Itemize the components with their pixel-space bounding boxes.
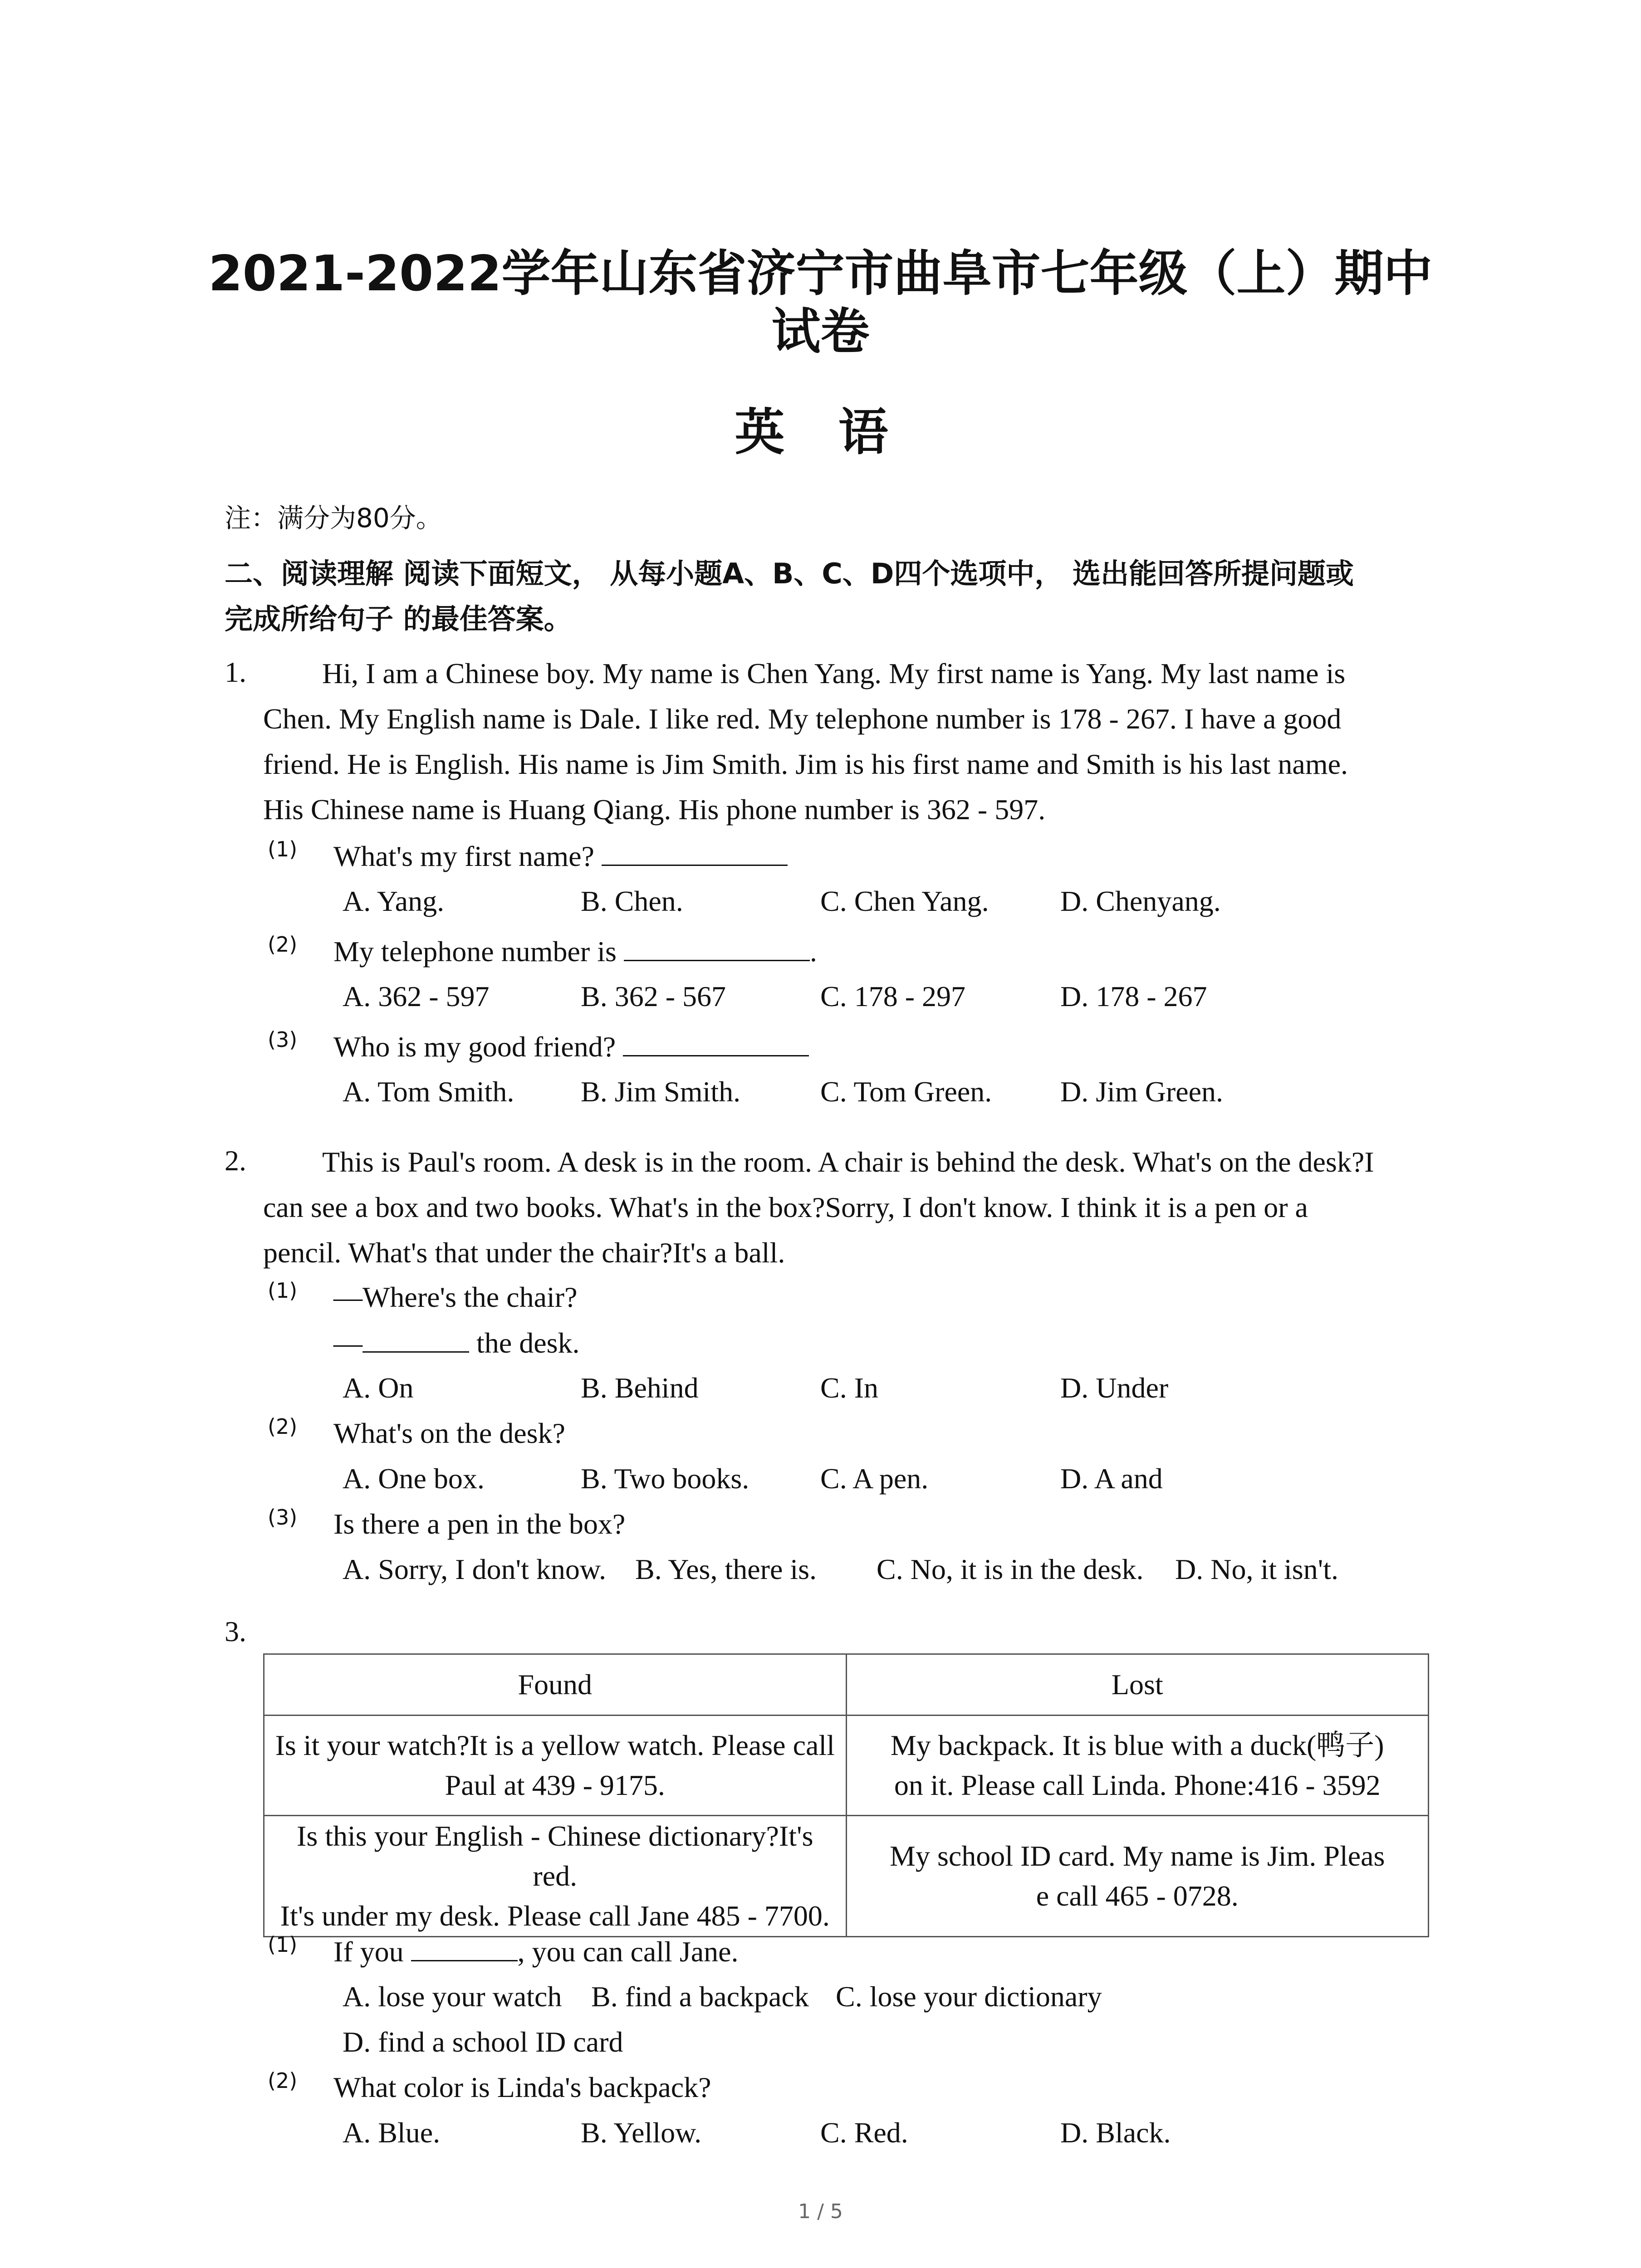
option-c[interactable]: C. A pen. — [820, 1462, 929, 1495]
page-number: 1 / 5 — [798, 2200, 843, 2223]
option-b[interactable]: B. Chen. — [581, 885, 683, 917]
passage-line: This is Paul's room. A desk is in the room. A chair is behind the desk. What's on the desk?I — [322, 1146, 1374, 1178]
sub-question-label: (3) — [268, 1027, 298, 1052]
option-b[interactable]: B. Jim Smith. — [581, 1075, 741, 1108]
question-stem: Is there a pen in the box? — [333, 1508, 626, 1540]
answer-blank[interactable] — [602, 839, 788, 866]
section-heading — [225, 551, 1440, 642]
exam-title — [136, 245, 1505, 361]
option-b[interactable]: B. Behind — [581, 1372, 699, 1404]
table-cell: My school ID card. My name is Jim. Pleas e call 465 - 0728. — [846, 1816, 1429, 1937]
option-c[interactable]: C. lose your dictionary — [836, 1980, 1102, 2013]
option-c[interactable]: C. Chen Yang. — [820, 885, 989, 917]
question-stem: What's on the desk? — [333, 1417, 565, 1449]
option-a[interactable]: A. On — [343, 1372, 414, 1404]
option-d[interactable]: D. No, it isn't. — [1175, 1553, 1338, 1585]
table-cell: Is it your watch?It is a yellow watch. Please call Paul at 439 - 9175. — [264, 1716, 847, 1816]
answer-blank[interactable] — [362, 1326, 469, 1353]
passage-line: Chen. My English name is Dale. I like red. My telephone number is 178 - 267. I have a good — [263, 703, 1342, 735]
option-c[interactable]: C. In — [820, 1372, 878, 1404]
option-d[interactable]: D. A and — [1060, 1462, 1163, 1495]
question-number: 1. — [225, 656, 246, 688]
option-b[interactable]: B. 362 - 567 — [581, 980, 726, 1012]
question-stem-line-2: — the desk. — [333, 1327, 580, 1359]
passage-line: friend. He is English. His name is Jim Smith. Jim is his first name and Smith is his last name. — [263, 748, 1348, 780]
option-b[interactable]: B. Yes, there is. — [635, 1553, 817, 1585]
option-c[interactable]: C. Tom Green. — [820, 1075, 992, 1108]
passage-line: His Chinese name is Huang Qiang. His phone number is 362 - 597. — [263, 793, 1046, 826]
passage-line: can see a box and two books. What's in the box?Sorry, I don't know. I think it is a pen or a — [263, 1191, 1308, 1223]
option-a[interactable]: A. Blue. — [343, 2116, 441, 2149]
reading-passage — [263, 1139, 1434, 1276]
section-line-1: 二、阅读理解 阅读下面短文， 从每小题A、B、C、D四个选项中， 选出能回答所提问题或 — [225, 557, 1354, 590]
option-b[interactable]: B. find a backpack — [591, 1980, 809, 2013]
question-stem: —Where's the chair? — [333, 1281, 578, 1313]
option-d[interactable]: D. Chenyang. — [1060, 885, 1221, 917]
question-stem: If you , you can call Jane. — [333, 1936, 739, 1968]
option-a[interactable]: A. One box. — [343, 1462, 485, 1495]
table-header-lost: Lost — [846, 1654, 1429, 1716]
answer-blank[interactable] — [411, 1935, 518, 1961]
section-line-2: 完成所给句子 的最佳答案。 — [225, 602, 572, 635]
table-row — [264, 1716, 1429, 1816]
answer-blank[interactable] — [624, 934, 810, 961]
option-d[interactable]: D. 178 - 267 — [1060, 980, 1207, 1012]
option-d[interactable]: D. Under — [1060, 1372, 1169, 1404]
sub-question-label: (3) — [268, 1505, 298, 1530]
passage-line: Hi, I am a Chinese boy. My name is Chen Yang. My first name is Yang. My last name is — [322, 657, 1346, 689]
score-note: 注：满分为80分。 — [225, 503, 442, 533]
table-cell: My backpack. It is blue with a duck(鸭子) on it. Please call Linda. Phone:416 - 3592 — [846, 1716, 1429, 1816]
option-c[interactable]: C. 178 - 297 — [820, 980, 965, 1012]
question-stem: My telephone number is . — [333, 935, 817, 968]
sub-question-label: (1) — [268, 1932, 298, 1957]
sub-question-label: (2) — [268, 2068, 298, 2093]
option-c[interactable]: C. Red. — [820, 2116, 908, 2149]
question-stem: What color is Linda's backpack? — [333, 2071, 711, 2103]
question-number: 2. — [225, 1144, 246, 1177]
option-c[interactable]: C. No, it is in the desk. — [877, 1553, 1144, 1585]
title-line-2: 试卷 — [771, 303, 870, 360]
question-number: 3. — [225, 1615, 246, 1647]
option-d[interactable]: D. Black. — [1060, 2116, 1171, 2149]
table-row — [264, 1816, 1429, 1937]
table-header-found: Found — [264, 1654, 847, 1716]
sub-question-label: (1) — [268, 837, 298, 861]
question-stem: What's my first name? — [333, 839, 788, 873]
option-b[interactable]: B. Two books. — [581, 1462, 749, 1495]
option-a[interactable]: A. lose your watch — [343, 1980, 562, 2013]
subject-heading: 英 语 — [735, 403, 906, 461]
passage-line: pencil. What's that under the chair?It's a ball. — [263, 1237, 785, 1269]
answer-blank[interactable] — [623, 1030, 809, 1056]
lost-and-found-table — [263, 1653, 1429, 1937]
option-a[interactable]: A. Tom Smith. — [343, 1075, 514, 1108]
sub-question-label: (2) — [268, 932, 298, 957]
table-cell: Is this your English - Chinese dictionary?It's red. It's under my desk. Please call Jane 485 - 7700. — [264, 1816, 847, 1937]
sub-question-label: (2) — [268, 1414, 298, 1439]
title-line-1: 2021-2022学年山东省济宁市曲阜市七年级（上）期中 — [208, 245, 1433, 302]
option-a[interactable]: A. Yang. — [343, 885, 445, 917]
option-a[interactable]: A. 362 - 597 — [343, 980, 490, 1012]
sub-question-label: (1) — [268, 1278, 298, 1303]
option-d[interactable]: D. find a school ID card — [343, 2026, 623, 2058]
reading-passage — [263, 651, 1434, 832]
option-b[interactable]: B. Yellow. — [581, 2116, 702, 2149]
option-a[interactable]: A. Sorry, I don't know. — [343, 1553, 606, 1585]
option-d[interactable]: D. Jim Green. — [1060, 1075, 1224, 1108]
question-stem: Who is my good friend? — [333, 1030, 809, 1064]
